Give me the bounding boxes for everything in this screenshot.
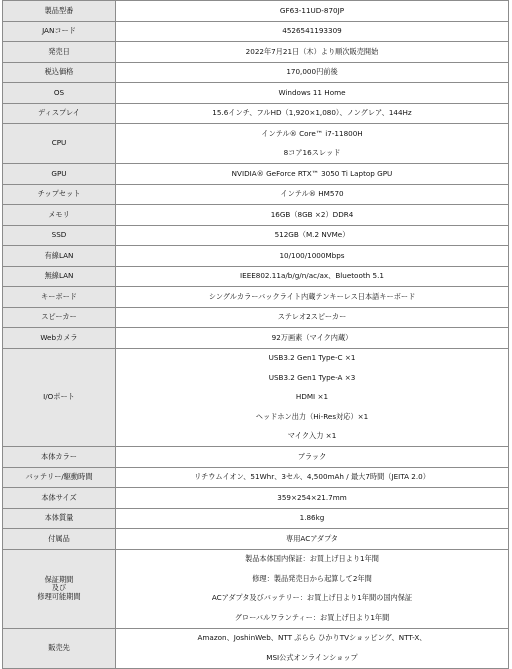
spec-value [116,124,509,164]
spec-label: CPU [3,124,116,164]
spec-row [3,164,509,185]
spec-row [3,348,509,447]
spec-label: 保証期間 及び 修理可能期間 [3,549,116,628]
spec-label: JANコード [3,21,116,42]
spec-value-line: GF63-11UD-870JP [279,5,345,15]
spec-value-line: ACアダプタ及びバッテリー：お買上げ日より1年間の国内保証 [211,593,413,603]
spec-value-line: HDMI ×1 [295,392,329,402]
spec-value [116,225,509,246]
spec-value [116,628,509,668]
spec-label: スピーカー [3,307,116,328]
spec-row [3,83,509,104]
spec-value-line: 8コア16スレッド [283,148,341,158]
spec-label: SSD [3,225,116,246]
spec-value-line: USB3.2 Gen1 Type-A ×3 [268,372,356,382]
spec-row [3,42,509,63]
spec-row [3,508,509,529]
spec-value-line: 10/100/1000Mbps [279,250,345,260]
spec-label: Webカメラ [3,328,116,349]
spec-value-line: グローバルワランティー：お買上げ日より1年間 [234,612,390,622]
spec-value [116,287,509,308]
spec-value [116,447,509,468]
spec-row [3,124,509,164]
spec-label: 無線LAN [3,266,116,287]
spec-label: バッテリー/駆動時間 [3,467,116,488]
spec-value-line: 2022年7月21日（木）より順次販売開始 [245,46,379,56]
spec-row [3,62,509,83]
spec-label: 発売日 [3,42,116,63]
spec-label: メモリ [3,205,116,226]
spec-value-line: 512GB（M.2 NVMe） [274,230,350,240]
spec-label: ディスプレイ [3,103,116,124]
spec-value-line: Windows 11 Home [278,87,346,97]
spec-value [116,529,509,550]
spec-table [2,0,509,669]
spec-row [3,21,509,42]
spec-label: 販売先 [3,628,116,668]
spec-value-line: シングルカラーバックライト内蔵テンキーレス日本語キーボード [208,291,416,301]
spec-value-line: マイク入力 ×1 [287,431,337,441]
spec-row [3,628,509,668]
spec-value-line: 15.6インチ、フルHD（1,920×1,080）、ノングレア、144Hz [212,108,412,118]
spec-value-line: Amazon、JoshinWeb、NTT ぷらら ひかりTVショッピング、NTT-X、 [197,633,427,643]
spec-row [3,447,509,468]
spec-value [116,307,509,328]
spec-value-line: 修理：製品発売日から起算して2年間 [252,573,372,583]
spec-label: 有線LAN [3,246,116,267]
spec-label: I/Oポート [3,348,116,447]
spec-label: キーボード [3,287,116,308]
spec-value [116,1,509,22]
spec-value-line: 359×254×21.7mm [277,492,347,502]
spec-value-line: USB3.2 Gen1 Type-C ×1 [268,353,356,363]
spec-value-line: 16GB（8GB ×2）DDR4 [270,209,354,219]
spec-label: 本体サイズ [3,488,116,509]
spec-value-line: 製品本体国内保証：お買上げ日より1年間 [245,554,379,564]
spec-row [3,328,509,349]
spec-row [3,549,509,628]
spec-label: チップセット [3,184,116,205]
spec-value-line: IEEE802.11a/b/g/n/ac/ax、Bluetooth 5.1 [240,271,384,281]
spec-value [116,83,509,104]
spec-value-line: ヘッドホン出力（Hi-Res対応）×1 [255,411,369,421]
spec-value [116,184,509,205]
spec-value [116,266,509,287]
spec-value [116,164,509,185]
spec-value [116,62,509,83]
spec-label: 本体カラー [3,447,116,468]
spec-value-line: ステレオ2スピーカー [277,312,347,322]
spec-row [3,184,509,205]
spec-value [116,488,509,509]
spec-value [116,348,509,447]
spec-value-line: ブラック [297,451,327,461]
spec-value-line: NVIDIA® GeForce RTX™ 3050 Ti Laptop GPU [231,168,393,178]
spec-value-line: 4526541193309 [282,26,342,36]
spec-value [116,508,509,529]
spec-row [3,205,509,226]
spec-value-line: 92万画素（マイク内蔵） [271,332,353,342]
spec-value [116,246,509,267]
spec-value-line: インテル® Core™ i7-11800H [261,128,363,138]
spec-row [3,529,509,550]
spec-row [3,225,509,246]
spec-value-line: 1.86kg [299,513,325,523]
spec-label: 付属品 [3,529,116,550]
spec-value [116,21,509,42]
spec-label: GPU [3,164,116,185]
spec-value-line: インテル® HM570 [280,189,344,199]
spec-value-line: MSI公式オンラインショップ [266,652,358,662]
spec-value [116,103,509,124]
spec-value-line: リチウムイオン、51Whr、3セル、4,500mAh / 最大7時間（JEITA 2.0） [194,472,430,482]
spec-value [116,205,509,226]
spec-label: 製品型番 [3,1,116,22]
spec-row [3,287,509,308]
spec-row [3,1,509,22]
spec-value [116,328,509,349]
spec-row [3,266,509,287]
spec-label: 税込価格 [3,62,116,83]
spec-label: 本体質量 [3,508,116,529]
spec-row [3,307,509,328]
spec-value [116,549,509,628]
spec-value-line: 専用ACアダプタ [286,533,338,543]
spec-row [3,103,509,124]
spec-row [3,488,509,509]
spec-value [116,42,509,63]
spec-value [116,467,509,488]
spec-row [3,246,509,267]
spec-table-body [3,1,509,669]
spec-value-line: 170,000円前後 [286,67,338,77]
spec-label: OS [3,83,116,104]
spec-row [3,467,509,488]
